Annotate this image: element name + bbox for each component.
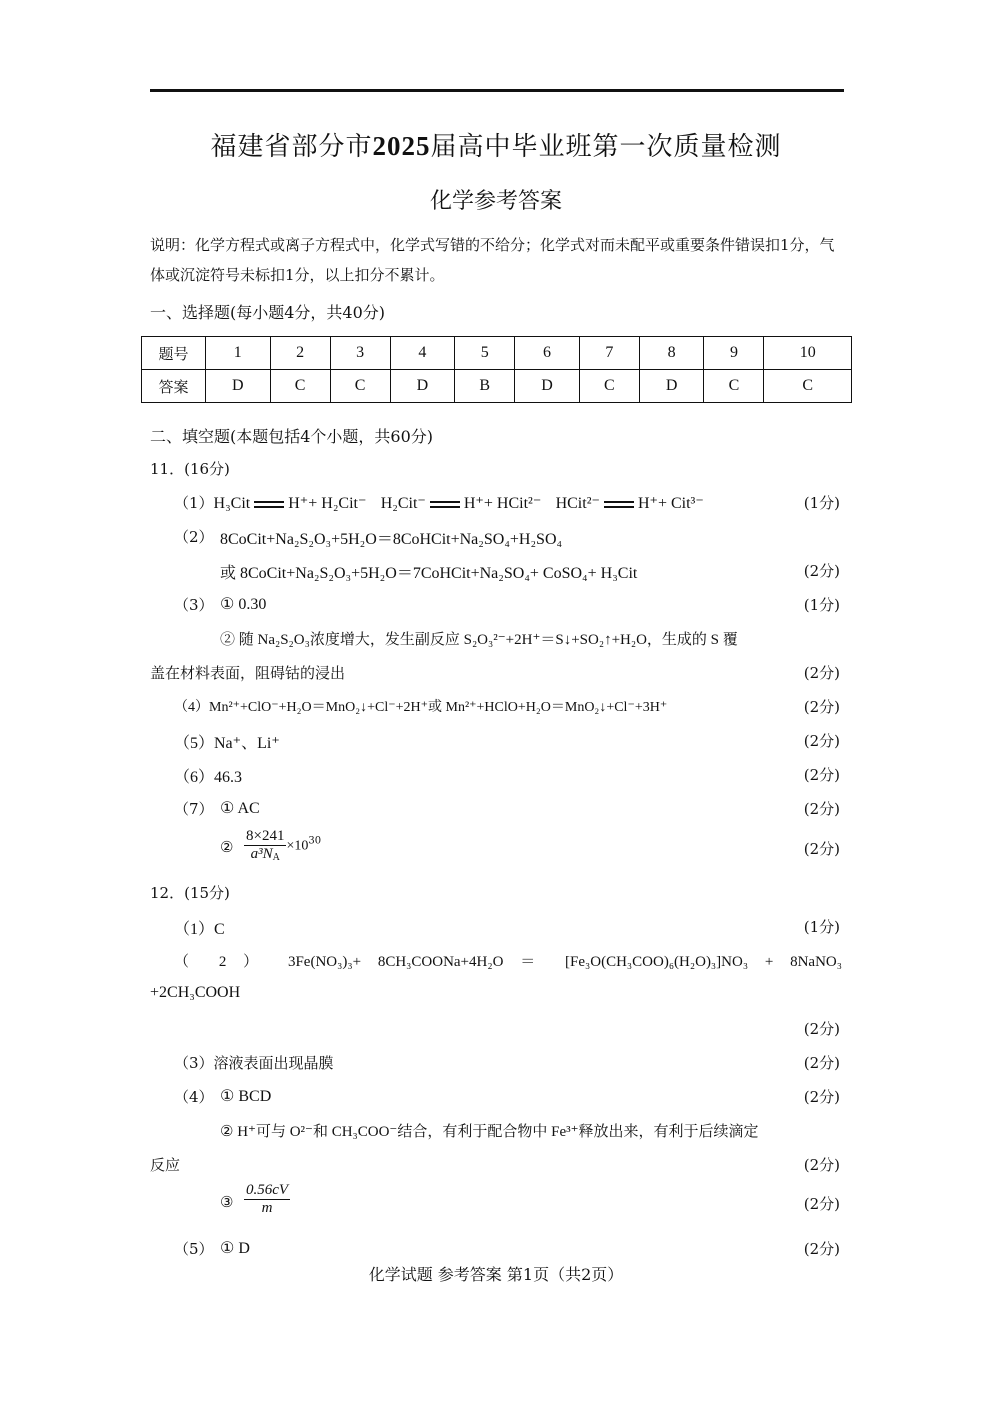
answer-text: 反应 — [150, 1156, 181, 1174]
q11-part2-line2 — [0, 560, 992, 594]
answer-text: ② H⁺可与 O²⁻和 CH₃COO⁻结合，有利于配合物中 Fe³⁺释放出来，有利于后续滴定 — [220, 1124, 759, 1140]
q12-part4-line2 — [0, 1120, 992, 1154]
fraction-denominator — [244, 1200, 290, 1217]
q12-part2-score-line — [0, 1018, 992, 1052]
q11-part4-line — [0, 696, 992, 730]
equilibrium-arrow-icon — [430, 499, 460, 509]
table-cell: 2 — [270, 337, 330, 370]
denominator-subscript: A — [272, 852, 280, 863]
choice-answer-table — [141, 336, 852, 403]
q11-part7-line2 — [0, 828, 992, 872]
part-label: （5） — [174, 1240, 214, 1258]
table-cell: D — [639, 370, 704, 403]
score: (2分) — [803, 664, 840, 682]
equation-text: （4）Mn²⁺+ClO⁻+H₂O＝MnO₂↓+Cl⁻+2H⁺或 Mn²⁺+HClO+H₂O＝MnO₂↓+Cl⁻+3H⁺ — [174, 700, 668, 715]
fraction-numerator — [244, 1182, 290, 1200]
table-cell: 1 — [206, 337, 271, 370]
score: (2分) — [803, 1054, 840, 1072]
section-fill-heading: 二、填空题(本题包括4个小题，共60分) — [150, 427, 434, 446]
equation-text: H⁺+ Cit³⁻ — [637, 495, 704, 512]
score: (1分) — [803, 596, 840, 614]
q11-part3-line1 — [0, 594, 992, 628]
answer-text: （6）46.3 — [174, 769, 243, 786]
fraction-expression — [244, 828, 321, 863]
table-cell: 8 — [639, 337, 704, 370]
answer-text: 盖在材料表面，阻碍钴的浸出 — [150, 664, 346, 682]
answer-text: ① AC — [220, 800, 260, 817]
fraction-denominator — [244, 846, 286, 863]
score: (2分) — [803, 732, 840, 750]
score: (2分) — [803, 1020, 840, 1038]
fraction-expression — [244, 1182, 290, 1217]
q12-part4-line4 — [0, 1182, 992, 1228]
q11-part1-line — [0, 492, 992, 526]
table-cell: C — [704, 370, 764, 403]
q11-part2-line1 — [0, 526, 992, 560]
answer-text: （3）溶液表面出现晶膜 — [174, 1054, 334, 1072]
page-footer: 化学试题 参考答案 第1页（共2页） — [368, 1265, 624, 1284]
table-cell: C — [270, 370, 330, 403]
equation-text: H⁺+ HCit²⁻ — [463, 495, 542, 512]
table-cell: 4 — [390, 337, 455, 370]
scoring-note: 说明：化学方程式或离子方程式中，化学式写错的不给分；化学式对而未配平或重要条件错误扣1分，气体或沉淀符号未标扣1分，以上扣分不累计。 — [150, 236, 835, 284]
q11-heading-line — [0, 458, 992, 492]
score: (2分) — [803, 800, 840, 818]
answer-text: （1）C — [174, 921, 225, 938]
q11-part1-content — [174, 492, 704, 513]
table-cell: D — [390, 370, 455, 403]
equation-text: （ 2 ） 3Fe(NO₃)₃+ 8CH₃COONa+4H₂O ＝ [Fe₃O(CH₃COO)₆(H₂O)₃]NO₃ + 8NaNO₃ — [174, 954, 842, 970]
q12-part4-line1 — [0, 1086, 992, 1120]
q12-part3-line — [0, 1052, 992, 1086]
table-cell: B — [455, 370, 515, 403]
top-rule — [150, 89, 844, 92]
q12-part2-line1 — [0, 950, 992, 984]
q11-heading: 11．(16分) — [150, 460, 230, 478]
q11-part5-line — [0, 730, 992, 764]
q11-part3-line2 — [0, 628, 992, 662]
power-exponent: 30 — [308, 835, 322, 847]
table-cell: C — [330, 370, 390, 403]
part-label: （1） — [174, 494, 214, 512]
q12-part1-line — [0, 916, 992, 950]
part-label: （7） — [174, 800, 214, 818]
page-title: 福建省部分市2025届高中毕业班第一次质量检测 — [210, 131, 782, 162]
score: (2分) — [803, 1088, 840, 1106]
power-base: ×10 — [286, 838, 309, 854]
q12-heading: 12．(15分) — [150, 884, 230, 902]
equation-text: H₃Cit — [213, 495, 251, 512]
table-cell: 10 — [764, 337, 852, 370]
score: (2分) — [803, 766, 840, 784]
fraction-numerator: 8×241 — [246, 828, 285, 844]
table-label-number: 题号 — [142, 337, 206, 370]
equation-text: H⁺+ H₂Cit⁻ — [288, 495, 367, 512]
equation-text: HCit²⁻ — [555, 495, 600, 512]
part-label: （4） — [174, 1088, 214, 1106]
table-cell: 5 — [455, 337, 515, 370]
part-label: （2） — [174, 528, 214, 546]
q11-part6-line — [0, 764, 992, 798]
table-cell: C — [764, 370, 852, 403]
answer-text: ① D — [220, 1240, 250, 1257]
score: (2分) — [803, 562, 840, 580]
q11-part3-line3 — [0, 662, 992, 696]
score: (2分) — [803, 1156, 840, 1174]
answer-mark: ③ — [220, 1193, 234, 1211]
equation-text: H₂Cit⁻ — [380, 495, 426, 512]
part-label: （3） — [174, 596, 214, 614]
answer-text: （5）Na⁺、Li⁺ — [174, 735, 280, 752]
table-row-numbers — [142, 337, 852, 370]
denominator-text: a³N — [250, 846, 273, 862]
fraction — [244, 1182, 290, 1217]
table-cell: 9 — [704, 337, 764, 370]
section-choice-heading: 一、选择题(每小题4分，共40分) — [150, 303, 386, 322]
answer-text: ① 0.30 — [220, 596, 267, 613]
table-cell: C — [579, 370, 639, 403]
table-cell: D — [515, 370, 580, 403]
answer-text: ① BCD — [220, 1088, 272, 1105]
table-label-answer: 答案 — [142, 370, 206, 403]
table-cell: D — [206, 370, 271, 403]
denominator-text: m — [261, 1200, 273, 1216]
q12-heading-line — [0, 882, 992, 916]
score: (1分) — [803, 494, 840, 512]
table-cell: 7 — [579, 337, 639, 370]
numerator-text: 0.56cV — [246, 1182, 289, 1198]
score: (2分) — [803, 1195, 840, 1213]
equation-text: 8CoCit+Na₂S₂O₃+5H₂O＝8CoHCit+Na₂SO₄+H₂SO₄ — [220, 531, 563, 548]
fraction — [244, 828, 286, 863]
table-row-answers — [142, 370, 852, 403]
page-subtitle: 化学参考答案 — [429, 189, 562, 214]
table-cell: 3 — [330, 337, 390, 370]
score: (2分) — [803, 1240, 840, 1258]
answer-mark: ② — [220, 838, 234, 856]
equilibrium-arrow-icon — [604, 499, 634, 509]
table-cell: 6 — [515, 337, 580, 370]
q11-part7-line1 — [0, 798, 992, 832]
q12-part2-line2 — [0, 984, 992, 1018]
score: (2分) — [803, 698, 840, 716]
score: (1分) — [803, 918, 840, 936]
equation-text: +2CH₃COOH — [150, 984, 241, 1001]
equation-text: 或 8CoCit+Na₂S₂O₃+5H₂O＝7CoHCit+Na₂SO₄+ CoSO₄+ H₃Cit — [220, 565, 638, 582]
answer-text: ② 随 Na₂S₂O₃浓度增大，发生副反应 S₂O₃²⁻+2H⁺＝S↓+SO₂↑+H₂O，生成的 S 覆 — [220, 632, 738, 648]
score: (2分) — [803, 840, 840, 858]
equilibrium-arrow-icon — [254, 499, 284, 509]
